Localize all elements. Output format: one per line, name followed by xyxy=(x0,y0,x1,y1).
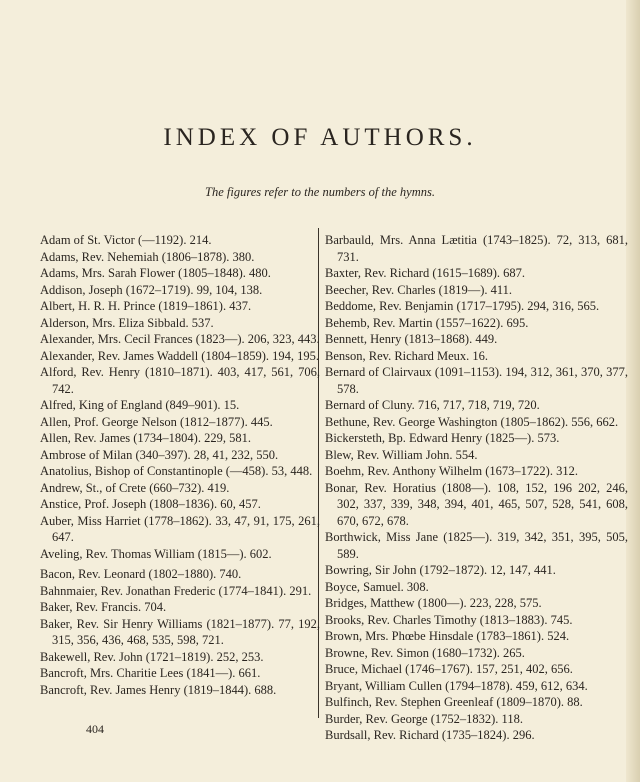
index-entry: Anatolius, Bishop of Constantinople (—458). 53, 448. xyxy=(40,464,313,478)
page-subtitle: The figures refer to the numbers of the hymns. xyxy=(205,185,435,199)
index-entry: Bickersteth, Bp. Edward Henry (1825—). 573. xyxy=(325,431,560,445)
index-entry: Brown, Mrs. Phœbe Hinsdale (1783–1861). 524. xyxy=(325,629,570,643)
index-entry: Bahnmaier, Rev. Jonathan Frederic (1774–1841). 291. xyxy=(40,583,312,598)
index-entry: Bancroft, Mrs. Charitie Lees (1841—). 661. xyxy=(40,666,261,680)
index-entry: Bowring, Sir John (1792–1872). 12, 147, 441. xyxy=(325,563,556,577)
index-entry: Bakewell, Rev. John (1721–1819). 252, 253. xyxy=(40,649,264,664)
index-entry: Andrew, St., of Crete (660–732). 419. xyxy=(40,480,230,495)
index-entry: Bryant, William Cullen (1794–1878). 459, 612, 634. xyxy=(325,678,588,693)
index-entry: Brooks, Rev. Charles Timothy (1813–1883). 745. xyxy=(325,612,573,627)
index-entry: Allen, Rev. James (1734–1804). 229, 581. xyxy=(40,431,251,445)
index-entry: Bethune, Rev. George Washington (1805–1862). 556, 662. xyxy=(325,414,619,429)
index-entry: Bernard of Cluny. 716, 717, 718, 719, 720. xyxy=(325,398,540,412)
index-entry: Bridges, Matthew (1800—). 223, 228, 575. xyxy=(325,596,542,610)
index-entry: Bulfinch, Rev. Stephen Greenleaf (1809–1870). 88. xyxy=(325,695,583,709)
index-entry: Adams, Rev. Nehemiah (1806–1878). 380. xyxy=(40,249,255,264)
index-entry: Boyce, Samuel. 308. xyxy=(325,579,429,594)
index-entry: Barbauld, Mrs. Anna Lætitia (1743–1825). 72, 313, 681, 731. xyxy=(325,233,628,264)
index-entry: Alfred, King of England (849–901). 15. xyxy=(40,398,240,412)
index-entry: Bacon, Rev. Leonard (1802–1880). 740. xyxy=(40,567,242,581)
index-entry: Burder, Rev. George (1752–1832). 118. xyxy=(325,711,523,726)
index-entry: Bruce, Michael (1746–1767). 157, 251, 402, 656. xyxy=(325,662,573,676)
index-entry: Alderson, Mrs. Eliza Sibbald. 537. xyxy=(40,315,214,330)
index-entry: Blew, Rev. William John. 554. xyxy=(325,447,478,462)
index-entry: Allen, Prof. George Nelson (1812–1877). 445. xyxy=(40,414,273,429)
index-entry: Adam of St. Victor (—1192). 214. xyxy=(40,233,212,247)
index-entry: Baker, Rev. Francis. 704. xyxy=(40,600,167,614)
index-entry: Albert, H. R. H. Prince (1819–1861). 437. xyxy=(40,299,252,313)
index-entry: Browne, Rev. Simon (1680–1732). 265. xyxy=(325,645,525,660)
index-entry: Borthwick, Miss Jane (1825—). 319, 342, 351, 395, 505, 589. xyxy=(325,530,628,561)
index-entry: Aveling, Rev. Thomas William (1815—). 602. xyxy=(40,546,272,561)
index-entry: Bancroft, Rev. James Henry (1819–1844). 688. xyxy=(40,682,277,697)
right-column xyxy=(325,232,628,744)
index-entry: Adams, Mrs. Sarah Flower (1805–1848). 480. xyxy=(40,266,271,280)
index-entry: Baker, Rev. Sir Henry Williams (1821–1877). 77, 192, 315, 356, 436, 468, 535, 598, 721. xyxy=(40,616,320,647)
page-edge xyxy=(626,0,640,782)
index-entry: Benson, Rev. Richard Meux. 16. xyxy=(325,348,489,363)
index-entry: Boehm, Rev. Anthony Wilhelm (1673–1722). 312. xyxy=(325,464,578,478)
index-entry: Bonar, Rev. Horatius (1808—). 108, 152, 196 202, 246, 302, 337, 339, 348, 394, 401, 465, 507, 528, 541, 608, 670, 672, 678. xyxy=(325,480,628,528)
index-entry: Bennett, Henry (1813–1868). 449. xyxy=(325,332,498,346)
page-title: INDEX OF AUTHORS. xyxy=(163,124,477,151)
index-entry: Alexander, Rev. James Waddell (1804–1859). 194, 195. xyxy=(40,348,319,363)
index-entry: Alexander, Mrs. Cecil Frances (1823—). 206, 323, 443. xyxy=(40,332,320,346)
index-entry: Beddome, Rev. Benjamin (1717–1795). 294, 316, 565. xyxy=(325,299,600,313)
left-column xyxy=(40,232,320,698)
index-entry: Burdsall, Rev. Richard (1735–1824). 296. xyxy=(325,728,535,742)
index-entry: Beecher, Rev. Charles (1819—). 411. xyxy=(325,282,513,297)
index-entry: Ambrose of Milan (340–397). 28, 41, 232, 550. xyxy=(40,447,279,462)
index-entry: Behemb, Rev. Martin (1557–1622). 695. xyxy=(325,315,529,330)
index-entry: Bernard of Clairvaux (1091–1153). 194, 312, 361, 370, 377, 578. xyxy=(325,365,628,396)
index-entry: Anstice, Prof. Joseph (1808–1836). 60, 457. xyxy=(40,497,261,511)
index-entry: Auber, Miss Harriet (1778–1862). 33, 47, 91, 175, 261, 647. xyxy=(40,513,320,544)
page-number: 404 xyxy=(86,722,104,736)
index-entry: Alford, Rev. Henry (1810–1871). 403, 417, 561, 706, 742. xyxy=(40,365,320,396)
index-entry: Baxter, Rev. Richard (1615–1689). 687. xyxy=(325,266,526,280)
index-entry: Addison, Joseph (1672–1719). 99, 104, 138. xyxy=(40,282,263,297)
